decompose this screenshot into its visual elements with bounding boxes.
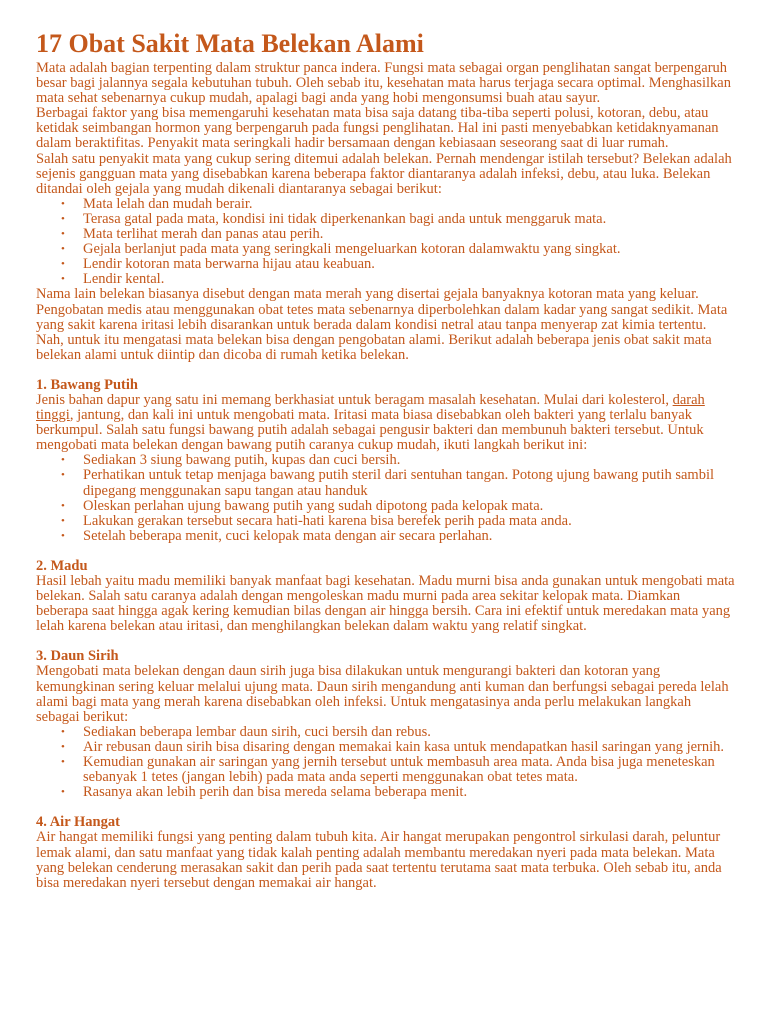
bullet-icon: • xyxy=(61,740,65,753)
page-title: 17 Obat Sakit Mata Belekan Alami xyxy=(36,29,424,58)
list-item: • Sediakan 3 siung bawang putih, kupas dan cuci bersih. xyxy=(61,452,401,469)
intro-paragraph-1: Mata adalah bagian terpenting dalam struktur panca indera. Fungsi mata sebagai organ penglihatan sangat berpengaruh besar bagi jalannya segala kebutuhan tubuh. Oleh sebab itu, kesehatan mata harus terjaga secara optimal. Menghasilkan mata sehat sebenarnya cukup mudah, apalagi bagi anda yang hobi mengonsumsi buah atau sayur. xyxy=(36,60,731,107)
bullet-icon: • xyxy=(61,243,65,256)
bullet-icon: • xyxy=(61,258,65,271)
section-text-bawang-putih: Jenis bahan dapur yang satu ini memang berkhasiat untuk beragam masalah kesehatan. Mulai dari kolesterol, darah tinggi, jantung, dan kali ini untuk mengobati mata. Iritasi mata biasa disebabkan oleh bakteri yang terlalu banyak berkumpul. Salah satu fungsi bawang putih adalah sebagai pengusir bakteri dan membunuh bakteri tersebut. Untuk mengobati mata belekan dengan bawang putih caranya cukup mudah, ikuti langkah berikut ini: xyxy=(36,391,705,454)
section-heading-madu: 2. Madu xyxy=(36,557,88,574)
bullet-icon: • xyxy=(61,725,65,738)
intro-paragraph-2: Berbagai faktor yang bisa memengaruhi kesehatan mata bisa saja datang tiba-tiba seperti polusi, kotoran, debu, atau ketidak seimbangan hormon yang berpengaruh pada fungsi penglihatan. Hal ini pasti menyebabkan ketidaknyamanan dalam beraktifitas. Penyakit mata seringkali hadir bersamaan dengan kebiasaan seseorang saat di luar rumah. xyxy=(36,105,719,152)
section-text-madu: Hasil lebah yaitu madu memiliki banyak manfaat bagi kesehatan. Madu murni bisa anda gunakan untuk mengobati mata belekan. Salah satu caranya adalah dengan mengoleskan madu murni pada area sekitar kelopak mata. Diamkan beberapa saat hingga agak kering kemudian bilas dengan air hingga bersih. Cara ini efektif untuk meredakan mata yang lelah karena belekan atau iritasi, dan menghilangkan belekan dalam waktu yang relatif singkat. xyxy=(36,573,735,635)
bullet-icon: • xyxy=(61,212,65,225)
symptom-list xyxy=(36,197,736,288)
list-item: • Kemudian gunakan air saringan yang jernih tersebut untuk membasuh area mata. Anda bisa juga meneteskan sebanyak 1 tetes (jangan lebih) pada mata anda seperti menggunakan obat tetes mata. xyxy=(61,754,715,786)
section-heading-air-hangat: 4. Air Hangat xyxy=(36,814,120,831)
link-darah-tinggi[interactable]: darah tinggi xyxy=(36,391,705,424)
list-item: • Rasanya akan lebih perih dan bisa mereda selama beberapa menit. xyxy=(61,784,468,801)
list-item: • Lendir kental. xyxy=(61,271,165,288)
bullet-icon: • xyxy=(61,499,65,512)
section-heading-daun-sirih: 3. Daun Sirih xyxy=(36,648,119,665)
bullet-icon: • xyxy=(61,228,65,241)
bullet-icon: • xyxy=(61,756,65,769)
list-item: • Lakukan gerakan tersebut secara hati-hati karena bisa berefek perih pada mata anda. xyxy=(61,512,572,529)
bullet-icon: • xyxy=(61,273,65,286)
bullet-icon: • xyxy=(61,514,65,527)
list-item: • Sediakan beberapa lembar daun sirih, cuci bersih dan rebus. xyxy=(61,723,431,740)
document-page xyxy=(36,30,736,891)
list-item: • Air rebusan daun sirih bisa disaring dengan memakai kain kasa untuk mendapatkan hasil saringan yang jernih. xyxy=(61,738,725,755)
list-item: • Setelah beberapa menit, cuci kelopak mata dengan air secara perlahan. xyxy=(61,527,493,544)
list-item: • Gejala berlanjut pada mata yang seringkali mengeluarkan kotoran dalamwaktu yang singkat. xyxy=(61,241,621,258)
intro-paragraph-4: Nama lain belekan biasanya disebut dengan mata merah yang disertai gejala banyaknya kotoran mata yang keluar. Pengobatan medis atau menggunakan obat tetes mata sebenarnya diperbolehkan dalam kadar yang sangat sedikit. Mata yang sakit karena iritasi lebih disarankan untuk berada dalam kondisi netral atau tanpa menyerap zat kimia tertentu. Nah, untuk itu mengatasi mata belekan bisa dengan pengobatan alami. Berikut adalah beberapa jenis obat sakit mata belekan alami untuk diintip dan dicoba di rumah ketika belekan. xyxy=(36,286,728,363)
intro-paragraph-3: Salah satu penyakit mata yang cukup sering ditemui adalah belekan. Pernah mendengar istilah tersebut? Belekan adalah sejenis gangguan mata yang disebabkan karena beberapa faktor diantaranya adalah infeksi, debu, atau luka. Belekan ditandai oleh gejala yang mudah dikenali diantaranya sebagai berikut: xyxy=(36,150,732,197)
list-item: • Oleskan perlahan ujung bawang putih yang sudah dipotong pada kelopak mata. xyxy=(61,497,544,514)
steps-list-daun-sirih xyxy=(36,725,736,800)
steps-list-bawang-putih xyxy=(36,453,736,544)
bullet-icon: • xyxy=(61,529,65,542)
section-text-daun-sirih: Mengobati mata belekan dengan daun sirih juga bisa dilakukan untuk mengurangi bakteri dan kotoran yang kemungkinan sering keluar melalui ujung mata. Daun sirih mengandung anti kuman dan berfungsi sebagai pereda lelah alami bagi mata yang merah karena disebabkan oleh infeksi. Untuk mengatasinya anda perlu melakukan langkah sebagai berikut: xyxy=(36,663,729,725)
bullet-icon: • xyxy=(61,469,65,482)
section-heading-bawang-putih: 1. Bawang Putih xyxy=(36,376,138,393)
bullet-icon: • xyxy=(61,454,65,467)
section-text-air-hangat: Air hangat memiliki fungsi yang penting dalam tubuh kita. Air hangat merupakan pengontrol sirkulasi darah, peluntur lemak alami, dan satu manfaat yang tidak kalah penting adalah membantu meredakan nyeri pada mata belekan. Mata yang belekan cenderung merasakan sakit dan perih pada saat tertentu terutama saat mata terbuka. Oleh sebab itu, anda bisa meredakan nyeri tersebut dengan memakai air hangat. xyxy=(36,829,722,891)
bullet-icon: • xyxy=(61,197,65,210)
list-item: • Mata lelah dan mudah berair. xyxy=(61,195,253,212)
bullet-icon: • xyxy=(61,786,65,799)
list-item: • Terasa gatal pada mata, kondisi ini tidak diperkenankan bagi anda untuk menggaruk mata. xyxy=(61,210,607,227)
list-item: • Lendir kotoran mata berwarna hijau atau keabuan. xyxy=(61,256,375,273)
list-item: • Perhatikan untuk tetap menjaga bawang putih steril dari sentuhan tangan. Potong ujung bawang putih sambil dipegang menggunakan sapu tangan atau handuk xyxy=(61,467,715,499)
list-item: • Mata terlihat merah dan panas atau perih. xyxy=(61,226,324,243)
